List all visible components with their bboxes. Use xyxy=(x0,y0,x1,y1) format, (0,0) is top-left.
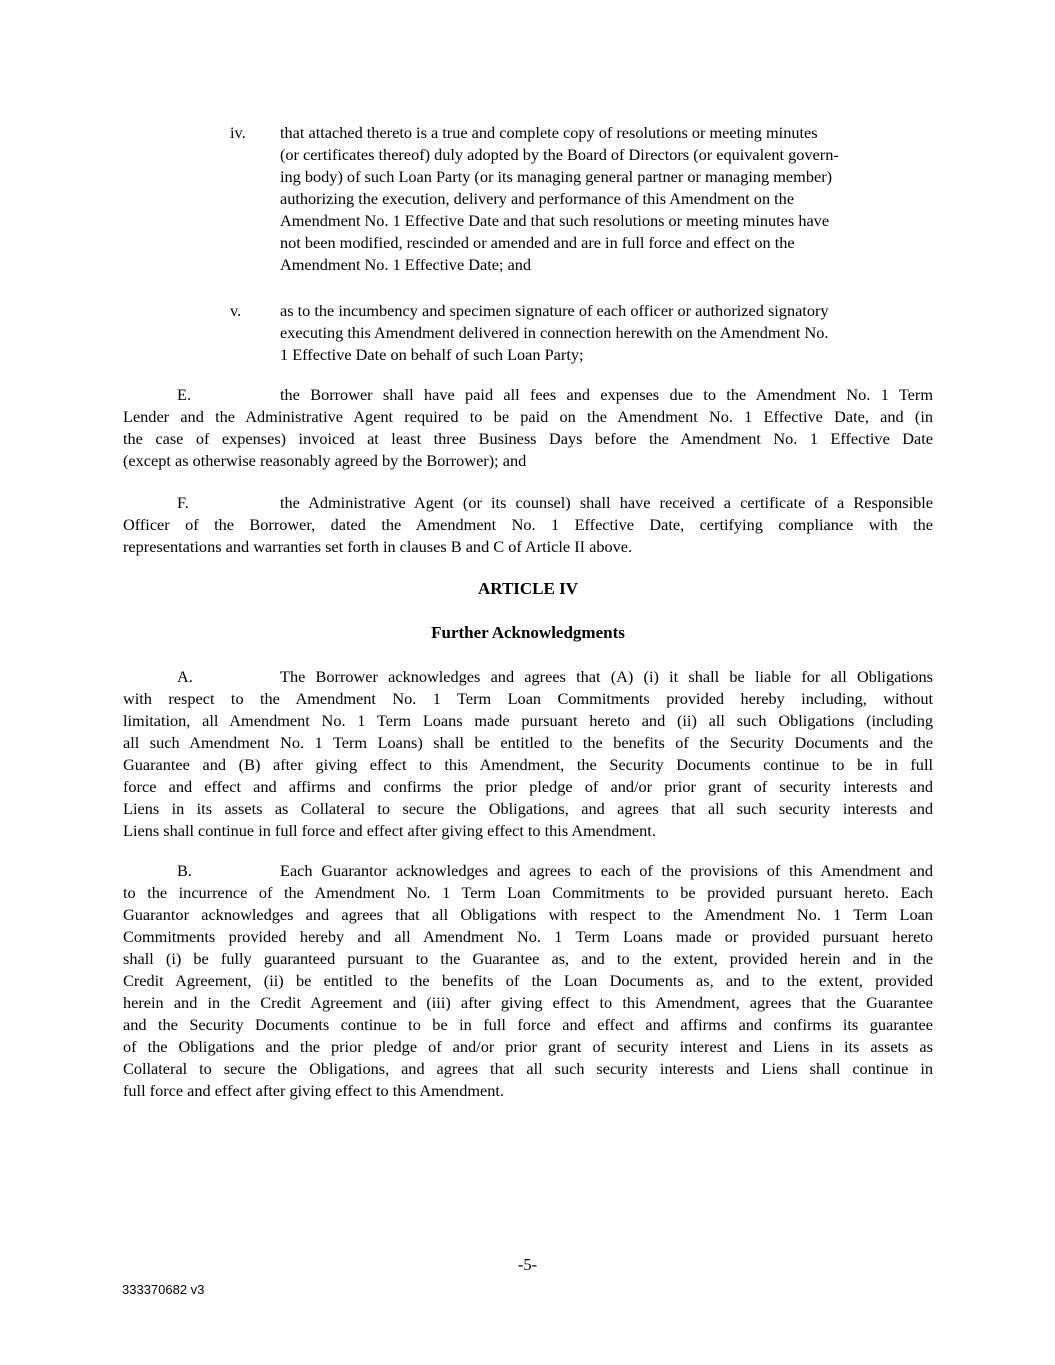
paragraph-F xyxy=(123,492,933,558)
paragraph-A-line: Liens in its assets as Collateral to secure the Obligations, and agrees that all such security interests and xyxy=(123,799,933,818)
section-heading: Further Acknowledgments xyxy=(431,623,625,642)
paragraph-B-line-text: Each Guarantor acknowledges and agrees to each of the provisions of this Amendment and xyxy=(280,861,933,880)
paragraph-F-line xyxy=(123,492,933,514)
list-item-iv-line: authorizing the execution, delivery and performance of this Amendment on the xyxy=(280,189,795,208)
paragraph-A-line: with respect to the Amendment No. 1 Term Loan Commitments provided hereby including, without xyxy=(123,689,933,708)
list-item-iv-line: (or certificates thereof) duly adopted by the Board of Directors (or equivalent govern- xyxy=(280,145,839,164)
paragraph-B-letter: B. xyxy=(177,861,192,880)
paragraph-B-line: Collateral to secure the Obligations, and agrees that all such security interests and Liens shall continue in xyxy=(123,1059,933,1078)
paragraph-A-line: Liens shall continue in full force and effect after giving effect to this Amendment. xyxy=(123,821,656,840)
paragraph-E-letter: E. xyxy=(177,385,192,404)
paragraph-B-line: to the incurrence of the Amendment No. 1 Term Loan Commitments to be provided pursuant hereto. Each xyxy=(123,883,933,902)
list-item-iv-line: not been modified, rescinded or amended and are in full force and effect on the xyxy=(280,233,795,252)
list-item-iv-line: Amendment No. 1 Effective Date; and xyxy=(280,255,532,274)
paragraph-A-line xyxy=(123,666,933,688)
paragraph-F-line: representations and warranties set forth in clauses B and C of Article II above. xyxy=(123,537,633,556)
paragraph-B-line: Credit Agreement, (ii) be entitled to the benefits of the Loan Documents as, and to the extent, provided xyxy=(123,971,933,990)
paragraph-A-line: Guarantee and (B) after giving effect to this Amendment, the Security Documents continue to be in full xyxy=(123,755,933,774)
paragraph-A-line: limitation, all Amendment No. 1 Term Loans made pursuant hereto and (ii) all such Obligations (including xyxy=(123,711,933,730)
paragraph-A-line: all such Amendment No. 1 Term Loans) shall be entitled to the benefits of the Security Documents and the xyxy=(123,733,933,752)
list-item-v-line: 1 Effective Date on behalf of such Loan Party; xyxy=(280,345,584,364)
paragraph-A xyxy=(123,666,933,842)
paragraph-B-line: of the Obligations and the prior pledge of and/or prior grant of security interest and Liens in its assets as xyxy=(123,1037,933,1056)
list-item-iv-line: Amendment No. 1 Effective Date and that such resolutions or meeting minutes have xyxy=(280,211,830,230)
page-number: -5- xyxy=(517,1255,538,1274)
paragraph-F-line-text: the Administrative Agent (or its counsel) shall have received a certificate of a Responsible xyxy=(280,493,933,512)
paragraph-B-line: Guarantor acknowledges and agrees that all Obligations with respect to the Amendment No. 1 Term Loan xyxy=(123,905,933,924)
paragraph-E xyxy=(123,384,933,472)
paragraph-B-line: shall (i) be fully guaranteed pursuant to the Guarantee as, and to the extent, provided herein and in the xyxy=(123,949,933,968)
list-item-iv xyxy=(123,122,933,276)
paragraph-E-line xyxy=(123,384,933,406)
list-item-v-marker: v. xyxy=(230,301,242,320)
list-item-iv-line: ing body) of such Loan Party (or its managing general partner or managing member) xyxy=(280,167,833,186)
list-item-v xyxy=(123,300,933,366)
list-item-iv-marker: iv. xyxy=(230,123,246,142)
paragraph-E-line-text: the Borrower shall have paid all fees and expenses due to the Amendment No. 1 Term xyxy=(280,385,933,404)
paragraph-B-line: and the Security Documents continue to be in full force and effect and affirms and confirms its guarantee xyxy=(123,1015,933,1034)
paragraph-A-line-text: The Borrower acknowledges and agrees that (A) (i) it shall be liable for all Obligations xyxy=(280,667,933,686)
list-item-iv-line: that attached thereto is a true and complete copy of resolutions or meeting minutes xyxy=(280,123,818,142)
paragraph-E-line: Lender and the Administrative Agent required to be paid on the Amendment No. 1 Effective Date, and (in xyxy=(123,407,933,426)
list-item-v-line: as to the incumbency and specimen signature of each officer or authorized signatory xyxy=(280,301,829,320)
paragraph-B xyxy=(123,860,933,1102)
paragraph-B-line: herein and in the Credit Agreement and (iii) after giving effect to this Amendment, agrees that the Guarantee xyxy=(123,993,933,1012)
doc-number: 333370682 v3 xyxy=(122,1282,205,1297)
document-body xyxy=(123,122,933,1102)
list-item-v-line: executing this Amendment delivered in connection herewith on the Amendment No. xyxy=(280,323,829,342)
paragraph-B-line xyxy=(123,860,933,882)
article-heading: ARTICLE IV xyxy=(477,579,578,598)
paragraph-F-letter: F. xyxy=(177,493,189,512)
paragraph-B-line: full force and effect after giving effect to this Amendment. xyxy=(123,1081,504,1100)
paragraph-E-line: (except as otherwise reasonably agreed by the Borrower); and xyxy=(123,451,527,470)
paragraph-F-line: Officer of the Borrower, dated the Amendment No. 1 Effective Date, certifying compliance with the xyxy=(123,515,933,534)
paragraph-B-line: Commitments provided hereby and all Amendment No. 1 Term Loans made or provided pursuant hereto xyxy=(123,927,933,946)
paragraph-A-line: force and effect and affirms and confirms the prior pledge of and/or prior grant of security interests and xyxy=(123,777,933,796)
paragraph-E-line: the case of expenses) invoiced at least three Business Days before the Amendment No. 1 Effective Date xyxy=(123,429,933,448)
paragraph-A-letter: A. xyxy=(177,667,193,686)
